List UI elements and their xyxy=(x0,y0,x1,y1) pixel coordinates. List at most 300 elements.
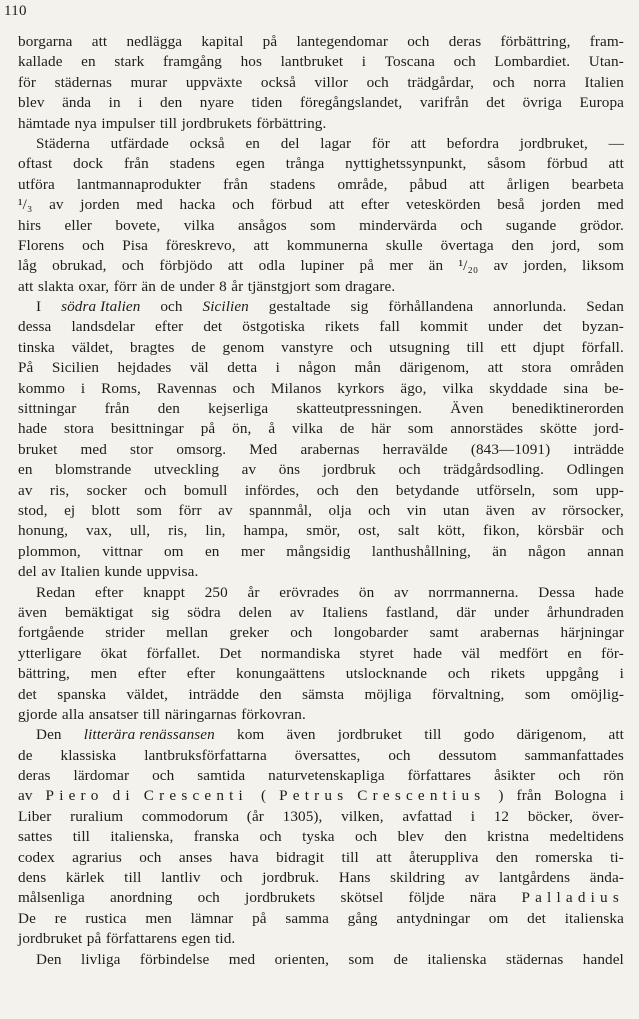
word: ej xyxy=(64,501,76,519)
word: fram- xyxy=(589,33,624,50)
word: därigenom, xyxy=(516,726,587,744)
word: knappt xyxy=(143,583,186,601)
word: tyska xyxy=(302,828,335,846)
word: på xyxy=(262,33,278,50)
word: bättring, xyxy=(18,665,70,683)
word: år xyxy=(231,277,244,295)
word: som xyxy=(136,501,163,519)
word: detta xyxy=(227,359,258,377)
text-line xyxy=(18,868,624,888)
word: — xyxy=(608,134,624,152)
word: grödor. xyxy=(579,216,624,234)
word: låg xyxy=(18,257,37,275)
word: det xyxy=(203,318,223,336)
word: Europa xyxy=(579,94,624,112)
word: mån xyxy=(354,359,381,377)
word: därigenom, xyxy=(399,359,470,377)
word: framgång xyxy=(162,53,222,71)
word: över- xyxy=(591,807,624,825)
word: åsikter xyxy=(494,767,536,785)
word: arabernas xyxy=(300,440,360,458)
word: som xyxy=(598,236,624,254)
word: i xyxy=(138,94,143,112)
word: det xyxy=(527,909,546,927)
text-line xyxy=(18,807,624,827)
word: fikon, xyxy=(483,522,520,540)
word: nedlägga xyxy=(126,33,183,50)
word: kyrkors xyxy=(337,379,385,397)
word: de xyxy=(18,746,33,764)
spaced-name: Piero di Crescenti xyxy=(45,787,248,805)
word: av xyxy=(218,501,233,519)
word: slakta xyxy=(37,277,75,295)
word: liksom xyxy=(582,257,624,275)
word: Den xyxy=(36,726,62,744)
word: förbud xyxy=(271,196,313,214)
word: lin, xyxy=(205,522,226,540)
word: jordbruk xyxy=(322,461,376,479)
word: smör, xyxy=(306,522,341,540)
word: 1305), xyxy=(282,807,323,825)
word: veteskörden xyxy=(406,196,481,214)
word: fall xyxy=(379,318,400,336)
word: trånga xyxy=(285,155,325,173)
word: kapital xyxy=(201,33,244,50)
word: efter xyxy=(154,318,184,336)
text-line xyxy=(18,950,624,970)
word: av xyxy=(289,603,305,621)
word: Även xyxy=(450,400,484,418)
word: livliga xyxy=(81,950,121,968)
word: än xyxy=(492,542,507,560)
word: men xyxy=(145,909,172,927)
word: den xyxy=(259,685,282,703)
text-line xyxy=(18,358,624,378)
word: stark xyxy=(114,53,145,71)
word: körsbär xyxy=(537,522,584,540)
text-line xyxy=(18,521,624,541)
word: Toscana xyxy=(384,53,435,71)
word: jordbrukets xyxy=(245,889,316,907)
word: be- xyxy=(604,379,624,397)
word: av xyxy=(18,481,33,499)
text-line xyxy=(18,379,624,399)
word: italienska xyxy=(427,950,487,968)
text-line xyxy=(18,460,624,480)
word: 250 xyxy=(204,583,228,601)
word: som xyxy=(407,420,434,438)
word: ända xyxy=(62,94,92,112)
word: och xyxy=(447,665,471,683)
word: dragare. xyxy=(345,277,396,295)
word: om xyxy=(163,542,184,560)
word: följde xyxy=(408,889,445,907)
word: förbjödo xyxy=(159,257,213,275)
word: vilka xyxy=(292,420,323,438)
text-line xyxy=(18,73,624,93)
word: i xyxy=(619,665,624,683)
word: vanstyre xyxy=(281,338,334,356)
text-line xyxy=(18,501,624,521)
word: genom xyxy=(222,338,265,356)
word: en xyxy=(567,644,582,662)
word: förbud xyxy=(546,155,588,173)
word: beså xyxy=(497,196,525,214)
text-line xyxy=(18,746,624,766)
word: och xyxy=(355,828,378,846)
word: och xyxy=(121,257,145,275)
word: att xyxy=(91,33,108,50)
word: ¹/₃ xyxy=(18,196,33,214)
word: norra xyxy=(533,73,566,91)
word: I xyxy=(36,298,42,316)
word: det xyxy=(18,685,37,703)
word: in xyxy=(108,94,121,112)
word: uppvisa. xyxy=(146,563,199,581)
word: stora xyxy=(521,359,552,377)
text-line xyxy=(18,766,624,786)
word: en xyxy=(18,461,33,479)
word: årligen xyxy=(506,175,550,193)
text-line xyxy=(18,277,624,297)
word: att xyxy=(608,726,624,744)
word: i xyxy=(619,787,624,805)
word: förbättring, xyxy=(500,33,571,50)
word: författarens xyxy=(105,930,178,948)
word: bovete, xyxy=(115,216,161,234)
word: lantmannaprodukter xyxy=(76,175,202,193)
word: förbindelse xyxy=(139,950,210,968)
word: hacka xyxy=(179,196,216,214)
word: Redan xyxy=(36,583,76,601)
word: till xyxy=(142,705,161,723)
word: förfallet. xyxy=(146,644,201,662)
word: strider xyxy=(105,624,145,642)
word: dessutom xyxy=(438,746,497,764)
word: av xyxy=(18,787,33,805)
word: och xyxy=(220,869,243,887)
word: besittningar xyxy=(110,420,184,438)
word: av xyxy=(493,257,509,275)
word: påbud xyxy=(409,175,448,193)
word: att xyxy=(487,359,504,377)
word: för xyxy=(18,73,37,91)
word: från xyxy=(516,787,542,805)
word: ost, xyxy=(358,522,381,540)
word: gång xyxy=(347,909,378,927)
word: från xyxy=(223,175,248,193)
word: vilken, xyxy=(341,807,384,825)
word: och xyxy=(139,848,162,866)
word: ansatser xyxy=(88,705,139,723)
word: målsenliga xyxy=(18,889,85,907)
text-line xyxy=(18,888,624,908)
word: klassiska xyxy=(60,746,117,764)
word: från xyxy=(104,400,130,418)
word: handel xyxy=(582,950,624,968)
word: deras xyxy=(448,33,482,50)
word: nyare xyxy=(199,94,235,112)
word: såsom xyxy=(487,155,526,173)
word: sittningar xyxy=(18,400,77,418)
word: kristna xyxy=(487,828,530,846)
word: kom xyxy=(237,726,265,744)
word: och xyxy=(492,73,515,91)
word: av xyxy=(241,461,257,479)
word: skildring xyxy=(390,869,446,887)
word: föregångslandet, xyxy=(299,94,403,112)
word: Odlingen xyxy=(566,461,624,479)
word: gjorde xyxy=(18,705,58,723)
text-line xyxy=(18,481,624,501)
word: bragtes xyxy=(129,338,175,356)
word: egen xyxy=(235,155,265,173)
word: områden xyxy=(570,359,624,377)
word: och xyxy=(350,338,373,356)
word: ) xyxy=(498,787,504,805)
word: förr xyxy=(113,277,137,295)
word: betydande xyxy=(395,481,460,499)
word: longobarder xyxy=(333,624,409,642)
word: att xyxy=(253,236,269,254)
text-line xyxy=(18,562,624,582)
word: hirs xyxy=(18,216,42,234)
word: stor xyxy=(130,440,154,458)
word: honung, xyxy=(18,522,69,540)
word: vilka xyxy=(183,216,215,234)
word: rörsocker, xyxy=(562,501,624,519)
word: jordbruket, xyxy=(519,134,588,152)
word: till xyxy=(424,726,442,744)
word: tinska xyxy=(18,338,55,356)
word: oxar, xyxy=(78,277,110,295)
page-number: 110 xyxy=(4,3,27,19)
word: ökat xyxy=(100,644,128,662)
word: förr xyxy=(178,501,202,519)
word: utsugning xyxy=(389,338,450,356)
word: öns xyxy=(278,461,301,479)
word: som xyxy=(552,481,579,499)
word: sig xyxy=(151,603,170,621)
word: fortgående xyxy=(18,624,84,642)
word: stadens xyxy=(169,155,216,173)
word: stod, xyxy=(18,501,48,519)
word: impulser xyxy=(101,114,156,132)
text-line xyxy=(18,909,624,929)
text-line xyxy=(18,664,624,684)
word: sämsta xyxy=(302,685,345,703)
word: skatteutpressningen. xyxy=(296,400,423,418)
text-line xyxy=(18,623,624,643)
word: men xyxy=(90,665,118,683)
word: på xyxy=(252,909,267,927)
spaced-name: Palladius xyxy=(521,889,624,907)
word: De xyxy=(18,909,36,927)
word: med xyxy=(80,440,107,458)
word: del xyxy=(18,563,37,581)
word: borgarna xyxy=(18,33,73,50)
word: ull, xyxy=(129,522,151,540)
text-line xyxy=(18,685,624,705)
word: att xyxy=(469,175,485,193)
word: utan xyxy=(442,501,470,519)
word: Utan- xyxy=(588,53,624,71)
word: delen xyxy=(238,603,272,621)
word: dens xyxy=(18,869,47,887)
word: jordbruket xyxy=(18,930,83,948)
word: Ravennas xyxy=(156,379,217,397)
word: lärdomar xyxy=(73,767,130,785)
word: vin xyxy=(406,501,427,519)
text-line xyxy=(18,195,624,215)
text-line xyxy=(18,114,624,134)
text-line xyxy=(18,583,624,603)
word: trädgårdsodling. xyxy=(443,461,545,479)
word: ris, xyxy=(49,481,70,499)
word: uppväxte xyxy=(185,73,243,91)
word: spanska xyxy=(57,685,107,703)
word: den xyxy=(444,828,467,846)
word: även xyxy=(18,603,48,621)
word: om xyxy=(488,909,509,927)
word: Med xyxy=(249,440,278,458)
word: obrukad, xyxy=(52,257,107,275)
word: det xyxy=(486,94,506,112)
word: de xyxy=(393,950,408,968)
word: för xyxy=(371,134,390,152)
word: Italiens xyxy=(322,603,368,621)
word: ägo, xyxy=(400,379,427,397)
word: efter xyxy=(361,196,390,214)
word: naturvetenskapliga xyxy=(268,767,385,785)
word: skyddade xyxy=(489,379,548,397)
word: ansågos xyxy=(237,216,287,234)
text-line xyxy=(18,603,624,623)
word: och xyxy=(407,33,430,50)
text-line xyxy=(18,175,624,195)
word: utfärdade xyxy=(110,134,169,152)
word: att xyxy=(18,277,34,295)
text-line xyxy=(18,725,624,745)
word: och xyxy=(558,767,581,785)
word: normandiska xyxy=(260,644,341,662)
word: och xyxy=(366,73,389,91)
word: stadens xyxy=(269,175,316,193)
word: Dessa xyxy=(538,583,576,601)
word: att xyxy=(608,155,624,173)
word: oftast xyxy=(18,155,53,173)
word: lantbruksförfattarna xyxy=(144,746,267,764)
word: ett xyxy=(500,338,517,356)
word: med xyxy=(228,950,256,968)
word: de xyxy=(339,420,355,438)
word: södra xyxy=(187,603,221,621)
word: herravälde xyxy=(382,440,448,458)
word: Sedan xyxy=(586,298,624,316)
word: re xyxy=(54,909,67,927)
word: att xyxy=(227,257,244,275)
word: 12 xyxy=(493,807,510,825)
word: än xyxy=(428,257,444,275)
text-line xyxy=(18,929,624,949)
word: förbättring. xyxy=(256,114,327,132)
word: bruket xyxy=(18,440,58,458)
italic-word: Sicilien xyxy=(202,298,249,316)
word: de xyxy=(160,277,175,295)
word: anses xyxy=(178,848,213,866)
word: och xyxy=(259,828,282,846)
word: rikets xyxy=(490,665,526,683)
word: böcker, xyxy=(527,807,574,825)
word: kallade xyxy=(18,53,63,71)
word: mångsidig xyxy=(286,542,351,560)
word: och xyxy=(453,53,476,71)
text-line xyxy=(18,440,624,460)
word: hade xyxy=(18,420,48,438)
word: ¹/₂₀ xyxy=(458,257,479,275)
word: mer xyxy=(240,542,265,560)
word: efter xyxy=(95,583,124,601)
word: och xyxy=(316,481,339,499)
word: medeltidens xyxy=(549,828,624,846)
word: den xyxy=(356,481,379,499)
word: Den xyxy=(36,950,62,968)
word: mindervärda xyxy=(359,216,437,234)
word: i xyxy=(470,807,476,825)
word: Hans xyxy=(338,869,371,887)
word: stora xyxy=(63,420,94,438)
word: agrarius xyxy=(72,848,122,866)
word: trädgårdar, xyxy=(407,73,475,91)
word: utförseln, xyxy=(476,481,536,499)
word: orienten, xyxy=(274,950,330,968)
word: från xyxy=(123,155,149,173)
word: östgotiska xyxy=(242,318,305,336)
word: blev xyxy=(18,94,45,112)
text-line xyxy=(18,256,624,276)
word: antydningar xyxy=(396,909,471,927)
word: område, xyxy=(337,175,388,193)
word: lantliv xyxy=(161,869,201,887)
word: ti- xyxy=(610,848,624,866)
word: på xyxy=(359,257,375,275)
word: efter xyxy=(137,665,167,683)
word: kött, xyxy=(437,522,466,540)
word: och xyxy=(398,461,421,479)
text-line xyxy=(18,154,624,174)
word: den xyxy=(157,400,180,418)
word: av xyxy=(531,501,546,519)
word: benediktinerorden xyxy=(511,400,624,418)
word: på xyxy=(86,930,102,948)
italic-word: södra Italien xyxy=(61,298,141,316)
word: rustica xyxy=(85,909,127,927)
word: omsorg. xyxy=(176,440,227,458)
word: skötsel xyxy=(340,889,384,907)
word: Det xyxy=(219,644,242,662)
word: Lombardiet. xyxy=(494,53,571,71)
word: samtida xyxy=(197,767,246,785)
word: inträdde xyxy=(188,685,240,703)
word: här xyxy=(371,420,391,438)
word: den xyxy=(511,236,534,254)
word: hejdades xyxy=(117,359,172,377)
word: någon xyxy=(528,542,566,560)
word: varifrån xyxy=(419,94,469,112)
word: Städerna xyxy=(36,134,90,152)
word: av xyxy=(49,196,64,214)
word: att xyxy=(328,196,345,214)
